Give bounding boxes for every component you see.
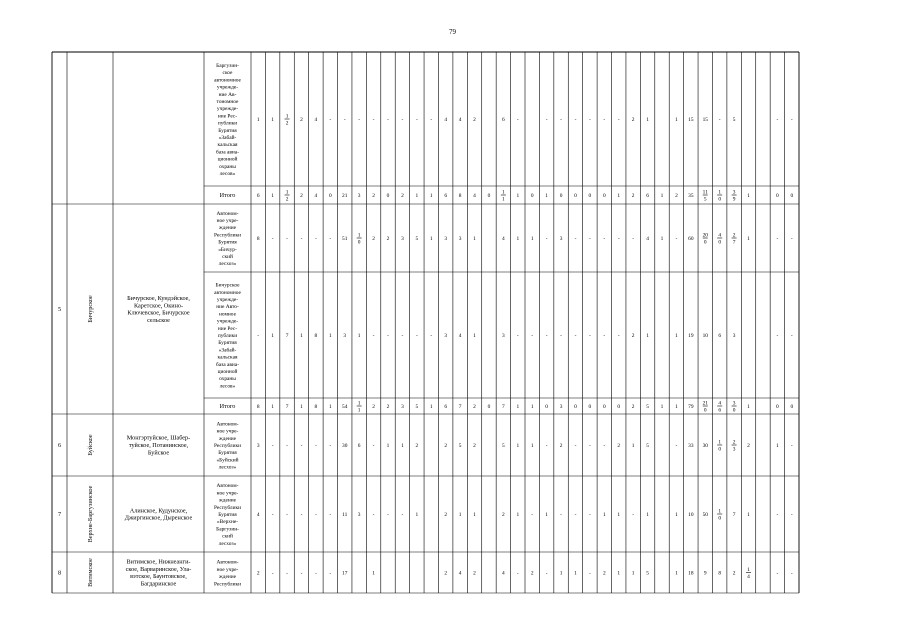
data-cell: 7 bbox=[458, 404, 462, 410]
data-cell: 0 bbox=[602, 193, 606, 199]
data-cell: 3 bbox=[559, 236, 563, 242]
organization-name: Баргузин-ское автономное учрежде-ние Ав-тономное учрежде-ние Рес-публики Бурятия «Забай-кальская база авиа-ционной охраны лесов» bbox=[214, 63, 241, 177]
data-cell: 10 bbox=[688, 512, 694, 518]
data-cell: 7 bbox=[285, 333, 289, 339]
data-cell: 6 bbox=[646, 193, 649, 199]
data-cell: - bbox=[300, 443, 303, 449]
data-cell: 8 bbox=[458, 193, 462, 199]
data-cell: 1 bbox=[415, 512, 419, 518]
data-cell: 79 bbox=[688, 404, 694, 410]
data-cell: 15 bbox=[688, 117, 694, 123]
data-cell: - bbox=[531, 333, 534, 339]
data-cell: 1 bbox=[458, 512, 462, 518]
data-cell: - bbox=[271, 443, 274, 449]
data-cell: - bbox=[286, 443, 288, 449]
data-cell: 2 bbox=[530, 570, 534, 577]
data-cell: 2 bbox=[747, 443, 750, 449]
row-number: 5 bbox=[57, 306, 62, 313]
data-cell: - bbox=[300, 236, 303, 242]
data-cell: 2 bbox=[401, 193, 404, 199]
data-cell: - bbox=[718, 117, 721, 123]
data-cell: 3 bbox=[357, 193, 361, 199]
data-cell: 2 bbox=[372, 236, 375, 242]
data-cell: - bbox=[516, 333, 519, 339]
data-cell: 0 bbox=[574, 193, 577, 199]
organization-name: Бичурское автономное учрежде-ние Авто-номное учрежде-ние Рес-публики Бурятия «Забай-кальская база авиа-ционной охраны лесов» bbox=[214, 282, 241, 390]
data-cell: 1 bbox=[372, 570, 375, 577]
data-cell: 4 bbox=[502, 236, 505, 242]
data-cell: 1 1 bbox=[502, 189, 505, 203]
data-cell: 33 bbox=[688, 443, 694, 449]
data-cell: 3 9 bbox=[732, 189, 736, 203]
data-cell: 5 bbox=[646, 404, 649, 410]
settlements-list: Монгэртуйское, Шабер-туйское, Потанинское, Буйское bbox=[126, 434, 191, 457]
data-cell: 5 bbox=[732, 117, 736, 123]
data-cell: 0 bbox=[574, 404, 577, 410]
data-cell: 2 bbox=[559, 443, 563, 449]
data-cell: 2 bbox=[386, 404, 390, 410]
data-cell: 2 3 bbox=[732, 439, 736, 453]
data-cell: 1 2 bbox=[285, 189, 289, 203]
data-cell: - bbox=[358, 117, 361, 123]
data-cell: - bbox=[574, 236, 577, 242]
data-cell: 4 bbox=[646, 236, 649, 242]
data-cell: 2 bbox=[372, 193, 375, 199]
row-number: 8 bbox=[57, 569, 62, 577]
data-cell: 5 bbox=[415, 236, 419, 242]
data-cell: 0 bbox=[790, 193, 794, 199]
data-cell: 15 bbox=[702, 117, 708, 123]
data-cell: 4 bbox=[458, 570, 462, 577]
data-cell: 2 bbox=[473, 117, 476, 123]
data-cell: - bbox=[545, 443, 548, 449]
data-cell: 2 bbox=[415, 443, 419, 449]
data-cell: - bbox=[286, 512, 288, 518]
data-cell: 1 bbox=[516, 404, 520, 410]
data-cell: 3 bbox=[256, 443, 260, 449]
data-cell: 1 bbox=[675, 117, 678, 123]
data-cell: 1 bbox=[617, 512, 621, 518]
data-cell: - bbox=[531, 512, 534, 518]
data-cell: 4 bbox=[444, 117, 448, 123]
data-cell: 1 bbox=[631, 443, 635, 449]
data-cell: 1 bbox=[401, 443, 404, 449]
data-cell: 0 bbox=[776, 193, 779, 199]
data-cell: 1 bbox=[415, 193, 419, 199]
data-cell: 2 bbox=[444, 443, 448, 449]
data-cell: 0 bbox=[602, 404, 606, 410]
data-cell: 1 bbox=[602, 512, 606, 518]
data-cell: 1 bbox=[646, 512, 649, 518]
data-cell: 21 0 bbox=[702, 400, 708, 414]
data-cell: 18 bbox=[688, 570, 694, 577]
district-name: Буйское bbox=[87, 434, 94, 456]
data-cell: 54 bbox=[342, 404, 348, 410]
total-label: Итого bbox=[219, 403, 236, 410]
data-cell: - bbox=[776, 236, 779, 242]
data-cell: 5 bbox=[502, 443, 505, 449]
data-cell: 3 bbox=[458, 236, 462, 242]
data-cell: 6 bbox=[357, 443, 361, 449]
data-cell: 1 bbox=[660, 193, 664, 199]
data-cell: 5 bbox=[646, 443, 649, 449]
data-cell: 30 bbox=[702, 443, 708, 449]
data-cell: - bbox=[401, 333, 404, 339]
data-cell: - bbox=[588, 333, 591, 339]
data-cell: - bbox=[617, 333, 620, 339]
data-cell: 0 bbox=[487, 193, 491, 199]
organization-name: Автоном-ное учре-ждение Республики Бурятия «Бичур-ский лесхоз» bbox=[213, 210, 242, 268]
data-cell: - bbox=[372, 117, 375, 123]
data-cell: - bbox=[329, 570, 332, 577]
data-cell: 6 bbox=[256, 193, 260, 199]
data-cell: 5 bbox=[458, 443, 462, 449]
data-cell: 4 bbox=[314, 117, 318, 123]
data-cell: 1 bbox=[617, 193, 621, 199]
data-cell: 35 bbox=[688, 193, 694, 199]
data-cell: 30 bbox=[342, 443, 348, 449]
data-cell: - bbox=[430, 333, 433, 339]
data-cell: 4 6 bbox=[718, 400, 722, 414]
district-name: Витимское bbox=[87, 558, 94, 587]
data-cell: 0 bbox=[545, 404, 548, 410]
data-cell: - bbox=[617, 236, 620, 242]
data-cell: 1 bbox=[516, 512, 520, 518]
data-cell: 1 bbox=[545, 512, 548, 518]
data-cell: - bbox=[343, 117, 346, 123]
data-cell: 19 bbox=[688, 333, 694, 339]
data-cell: - bbox=[329, 443, 332, 449]
data-cell: 4 bbox=[473, 193, 476, 199]
data-cell: 2 bbox=[256, 570, 260, 577]
data-cell: - bbox=[790, 512, 793, 518]
data-cell: - bbox=[574, 443, 577, 449]
data-cell: 8 bbox=[256, 404, 260, 410]
data-cell: 1 bbox=[271, 333, 274, 339]
data-cell: 2 bbox=[473, 443, 476, 449]
data-cell: 2 bbox=[732, 570, 736, 577]
data-cell: 0 bbox=[588, 404, 592, 410]
data-cell: 2 bbox=[617, 443, 621, 449]
data-cell: - bbox=[776, 333, 779, 339]
page-number: 79 bbox=[449, 28, 456, 36]
data-cell: - bbox=[776, 570, 779, 577]
data-cell: - bbox=[588, 443, 591, 449]
data-cell: 0 bbox=[776, 404, 779, 410]
data-cell: 1 4 bbox=[747, 567, 750, 580]
data-cell: 8 bbox=[718, 570, 722, 577]
organization-name: Автоном-ное учре-ждение Республики Бурятия «Верхне-Баргузин-ский лесхоз» bbox=[213, 483, 242, 547]
data-cell: - bbox=[401, 512, 404, 518]
data-cell: - bbox=[415, 117, 418, 123]
data-cell: 11 bbox=[342, 512, 348, 518]
data-cell: 1 bbox=[530, 236, 534, 242]
data-cell: 1 bbox=[328, 333, 332, 339]
data-cell: 2 bbox=[386, 236, 390, 242]
data-cell: - bbox=[387, 512, 389, 518]
data-cell: 7 bbox=[732, 512, 736, 518]
data-cell: - bbox=[430, 117, 433, 123]
data-cell: 1 1 bbox=[357, 400, 361, 414]
data-cell: 1 0 bbox=[718, 508, 722, 522]
data-cell: - bbox=[617, 117, 620, 123]
data-cell: - bbox=[790, 333, 793, 339]
data-cell: 3 bbox=[444, 333, 448, 339]
data-cell: 3 bbox=[401, 404, 404, 410]
data-cell: - bbox=[588, 570, 591, 577]
settlements-list: Алинское, Кудунское, Джиргинское, Дыренское bbox=[124, 507, 193, 522]
data-cell: 1 bbox=[429, 236, 433, 242]
data-cell: - bbox=[415, 333, 418, 339]
data-cell: - bbox=[516, 570, 519, 577]
data-cell: 1 bbox=[776, 443, 779, 449]
settlements-list: Бичурское, Кундэйское, Каретское, Окино-Ключевское, Бичурское сельское bbox=[127, 294, 190, 325]
data-cell: 1 bbox=[675, 333, 678, 339]
data-cell: - bbox=[545, 117, 548, 123]
data-cell: - bbox=[271, 236, 274, 242]
data-cell: 1 0 bbox=[357, 232, 361, 246]
data-cell: 1 bbox=[473, 236, 476, 242]
data-cell: - bbox=[574, 512, 577, 518]
data-cell: 3 bbox=[559, 404, 563, 410]
data-cell: 8 bbox=[314, 333, 318, 339]
data-cell: - bbox=[790, 117, 793, 123]
data-cell: 6 bbox=[718, 333, 722, 339]
data-cell: 0 bbox=[487, 404, 491, 410]
data-cell: - bbox=[574, 333, 577, 339]
data-cell: 1 bbox=[473, 333, 476, 339]
data-cell: 1 bbox=[271, 404, 274, 410]
data-cell: 3 bbox=[444, 236, 448, 242]
data-cell: 1 bbox=[328, 404, 332, 410]
data-cell: - bbox=[286, 236, 288, 242]
data-cell: 10 bbox=[702, 333, 708, 339]
data-cell: 21 bbox=[342, 193, 348, 199]
data-cell: - bbox=[632, 236, 635, 242]
data-cell: 1 bbox=[631, 570, 635, 577]
data-cell: 1 bbox=[617, 570, 621, 577]
data-cell: 2 bbox=[444, 512, 448, 518]
data-cell: - bbox=[603, 236, 606, 242]
data-cell: - bbox=[560, 512, 562, 518]
data-cell: 3 bbox=[357, 512, 361, 518]
data-cell: 2 bbox=[631, 404, 635, 410]
organization-name: Автоном-ное учре-ждение Республики Бурятия «Буйский лесхоз» bbox=[213, 421, 242, 471]
total-label: Итого bbox=[219, 192, 236, 199]
data-cell: 4 bbox=[502, 570, 505, 577]
data-cell: 1 bbox=[530, 443, 534, 449]
data-cell: 3 bbox=[401, 236, 404, 242]
data-cell: 0 bbox=[617, 404, 621, 410]
data-cell: 2 bbox=[631, 193, 635, 199]
data-cell: 1 bbox=[559, 570, 563, 577]
data-cell: 6 bbox=[444, 193, 448, 199]
data-cell: - bbox=[603, 333, 606, 339]
data-cell: - bbox=[300, 570, 303, 577]
data-cell: 4 bbox=[458, 333, 462, 339]
data-cell: 2 bbox=[675, 193, 678, 199]
data-cell: 5 bbox=[415, 404, 419, 410]
data-cell: 1 bbox=[646, 117, 649, 123]
district-name: Верхне-Баргузинское bbox=[87, 485, 94, 543]
data-cell: - bbox=[314, 443, 317, 449]
data-cell: - bbox=[790, 443, 793, 449]
data-cell: 1 bbox=[429, 193, 433, 199]
data-cell: 3 bbox=[502, 333, 505, 339]
data-cell: 9 bbox=[703, 570, 707, 577]
data-cell: 1 bbox=[516, 193, 520, 199]
data-cell: - bbox=[314, 570, 317, 577]
data-cell: 2 bbox=[300, 117, 303, 123]
data-cell: 2 bbox=[473, 570, 476, 577]
data-cell: - bbox=[545, 236, 548, 242]
data-cell: 1 bbox=[747, 236, 750, 242]
data-cell: 1 bbox=[357, 333, 361, 339]
data-cell: - bbox=[560, 117, 562, 123]
data-cell: - bbox=[790, 236, 793, 242]
data-cell: - bbox=[776, 117, 779, 123]
data-cell: 1 bbox=[386, 443, 390, 449]
data-cell: 1 bbox=[300, 333, 303, 339]
data-cell: 51 bbox=[342, 236, 348, 242]
data-cell: - bbox=[545, 333, 548, 339]
data-cell: 1 bbox=[429, 404, 433, 410]
data-cell: 0 bbox=[790, 404, 794, 410]
settlements-list: Витимское, Нижнеанги-ское, Варваринское, Ула-вэтское, Баунтовское, Багдаринское bbox=[125, 558, 192, 588]
data-cell: 2 bbox=[372, 404, 375, 410]
data-cell: 1 bbox=[747, 193, 750, 199]
row-number: 6 bbox=[57, 442, 62, 449]
data-cell: 1 bbox=[660, 236, 664, 242]
data-cell: 1 bbox=[530, 404, 534, 410]
data-cell: 2 7 bbox=[732, 232, 736, 246]
data-cell: 2 bbox=[602, 570, 606, 577]
data-cell: 3 bbox=[343, 333, 347, 339]
data-cell: - bbox=[300, 512, 303, 518]
data-cell: 4 bbox=[458, 117, 462, 123]
data-cell: 0 bbox=[530, 193, 534, 199]
data-cell: 0 bbox=[328, 193, 332, 199]
data-cell: 1 2 bbox=[285, 113, 289, 127]
data-cell: 2 bbox=[444, 570, 448, 577]
data-cell: - bbox=[574, 117, 577, 123]
data-cell: 50 bbox=[702, 512, 708, 518]
data-cell: 1 bbox=[574, 570, 577, 577]
data-cell: - bbox=[675, 236, 678, 242]
data-cell: 5 bbox=[646, 570, 649, 577]
data-cell: 1 bbox=[271, 117, 274, 123]
data-cell: - bbox=[257, 333, 260, 339]
data-cell: 0 bbox=[386, 193, 390, 199]
data-cell: 4 bbox=[314, 193, 318, 199]
data-cell: - bbox=[545, 570, 548, 577]
data-cell: - bbox=[516, 117, 519, 123]
data-cell: - bbox=[588, 512, 591, 518]
data-cell: 0 bbox=[559, 193, 563, 199]
data-cell: - bbox=[790, 570, 793, 577]
data-cell: 8 bbox=[256, 236, 260, 242]
data-cell: - bbox=[603, 117, 606, 123]
data-cell: - bbox=[271, 512, 274, 518]
data-cell: 2 bbox=[631, 333, 635, 339]
data-cell: - bbox=[329, 236, 332, 242]
data-cell: - bbox=[560, 333, 562, 339]
data-cell: 1 bbox=[675, 404, 678, 410]
data-cell: 60 bbox=[688, 236, 694, 242]
data-cell: 1 bbox=[675, 512, 678, 518]
data-cell: 1 bbox=[271, 193, 274, 199]
data-cell: 6 bbox=[444, 404, 448, 410]
data-cell: 1 bbox=[300, 404, 303, 410]
data-cell: - bbox=[372, 512, 375, 518]
data-cell: - bbox=[401, 117, 404, 123]
data-cell: - bbox=[372, 443, 375, 449]
data-cell: 2 bbox=[631, 117, 635, 123]
district-name: Бичурское bbox=[87, 295, 94, 323]
data-cell: 4 0 bbox=[718, 232, 722, 246]
data-cell: 20 0 bbox=[702, 232, 708, 246]
data-cell: - bbox=[588, 236, 591, 242]
data-cell: - bbox=[632, 512, 635, 518]
data-cell: - bbox=[286, 570, 288, 577]
data-cell: 1 bbox=[516, 443, 520, 449]
data-cell: 4 bbox=[256, 512, 260, 518]
data-cell: 1 bbox=[516, 236, 520, 242]
data-cell: - bbox=[387, 333, 389, 339]
data-cell: 8 bbox=[314, 404, 318, 410]
data-cell: 1 bbox=[256, 117, 260, 123]
data-cell: 6 bbox=[502, 117, 505, 123]
data-cell: 0 bbox=[588, 193, 592, 199]
data-cell: - bbox=[588, 117, 591, 123]
data-cell: 1 bbox=[545, 193, 548, 199]
data-cell: - bbox=[776, 512, 779, 518]
data-cell: 1 bbox=[473, 512, 476, 518]
data-cell: - bbox=[314, 512, 317, 518]
data-cell: 2 bbox=[300, 193, 303, 199]
data-cell: 11 5 bbox=[702, 189, 708, 203]
data-cell: - bbox=[603, 443, 606, 449]
data-cell: 3 0 bbox=[732, 400, 736, 414]
data-cell: 1 0 bbox=[718, 439, 722, 453]
data-cell: - bbox=[329, 512, 332, 518]
data-cell: - bbox=[387, 117, 389, 123]
organization-name: Автоном-ное учре-ждение Республики bbox=[213, 559, 242, 588]
data-cell: 2 bbox=[473, 404, 476, 410]
data-cell: 2 bbox=[502, 512, 505, 518]
data-cell: 3 bbox=[732, 333, 736, 339]
data-cell: 1 0 bbox=[718, 189, 722, 203]
data-cell: 7 bbox=[285, 404, 289, 410]
data-cell: - bbox=[329, 117, 332, 123]
data-cell: - bbox=[314, 236, 317, 242]
data-cell: - bbox=[372, 333, 375, 339]
data-cell: 1 bbox=[747, 404, 750, 410]
data-cell: 1 bbox=[675, 570, 678, 577]
data-cell: - bbox=[271, 570, 274, 577]
data-cell: 1 bbox=[660, 404, 664, 410]
data-cell: 17 bbox=[342, 570, 348, 577]
data-cell: 1 bbox=[747, 512, 750, 518]
row-number: 7 bbox=[57, 511, 62, 518]
data-cell: 1 bbox=[646, 333, 649, 339]
data-cell: 7 bbox=[502, 404, 505, 410]
data-cell: - bbox=[675, 443, 678, 449]
